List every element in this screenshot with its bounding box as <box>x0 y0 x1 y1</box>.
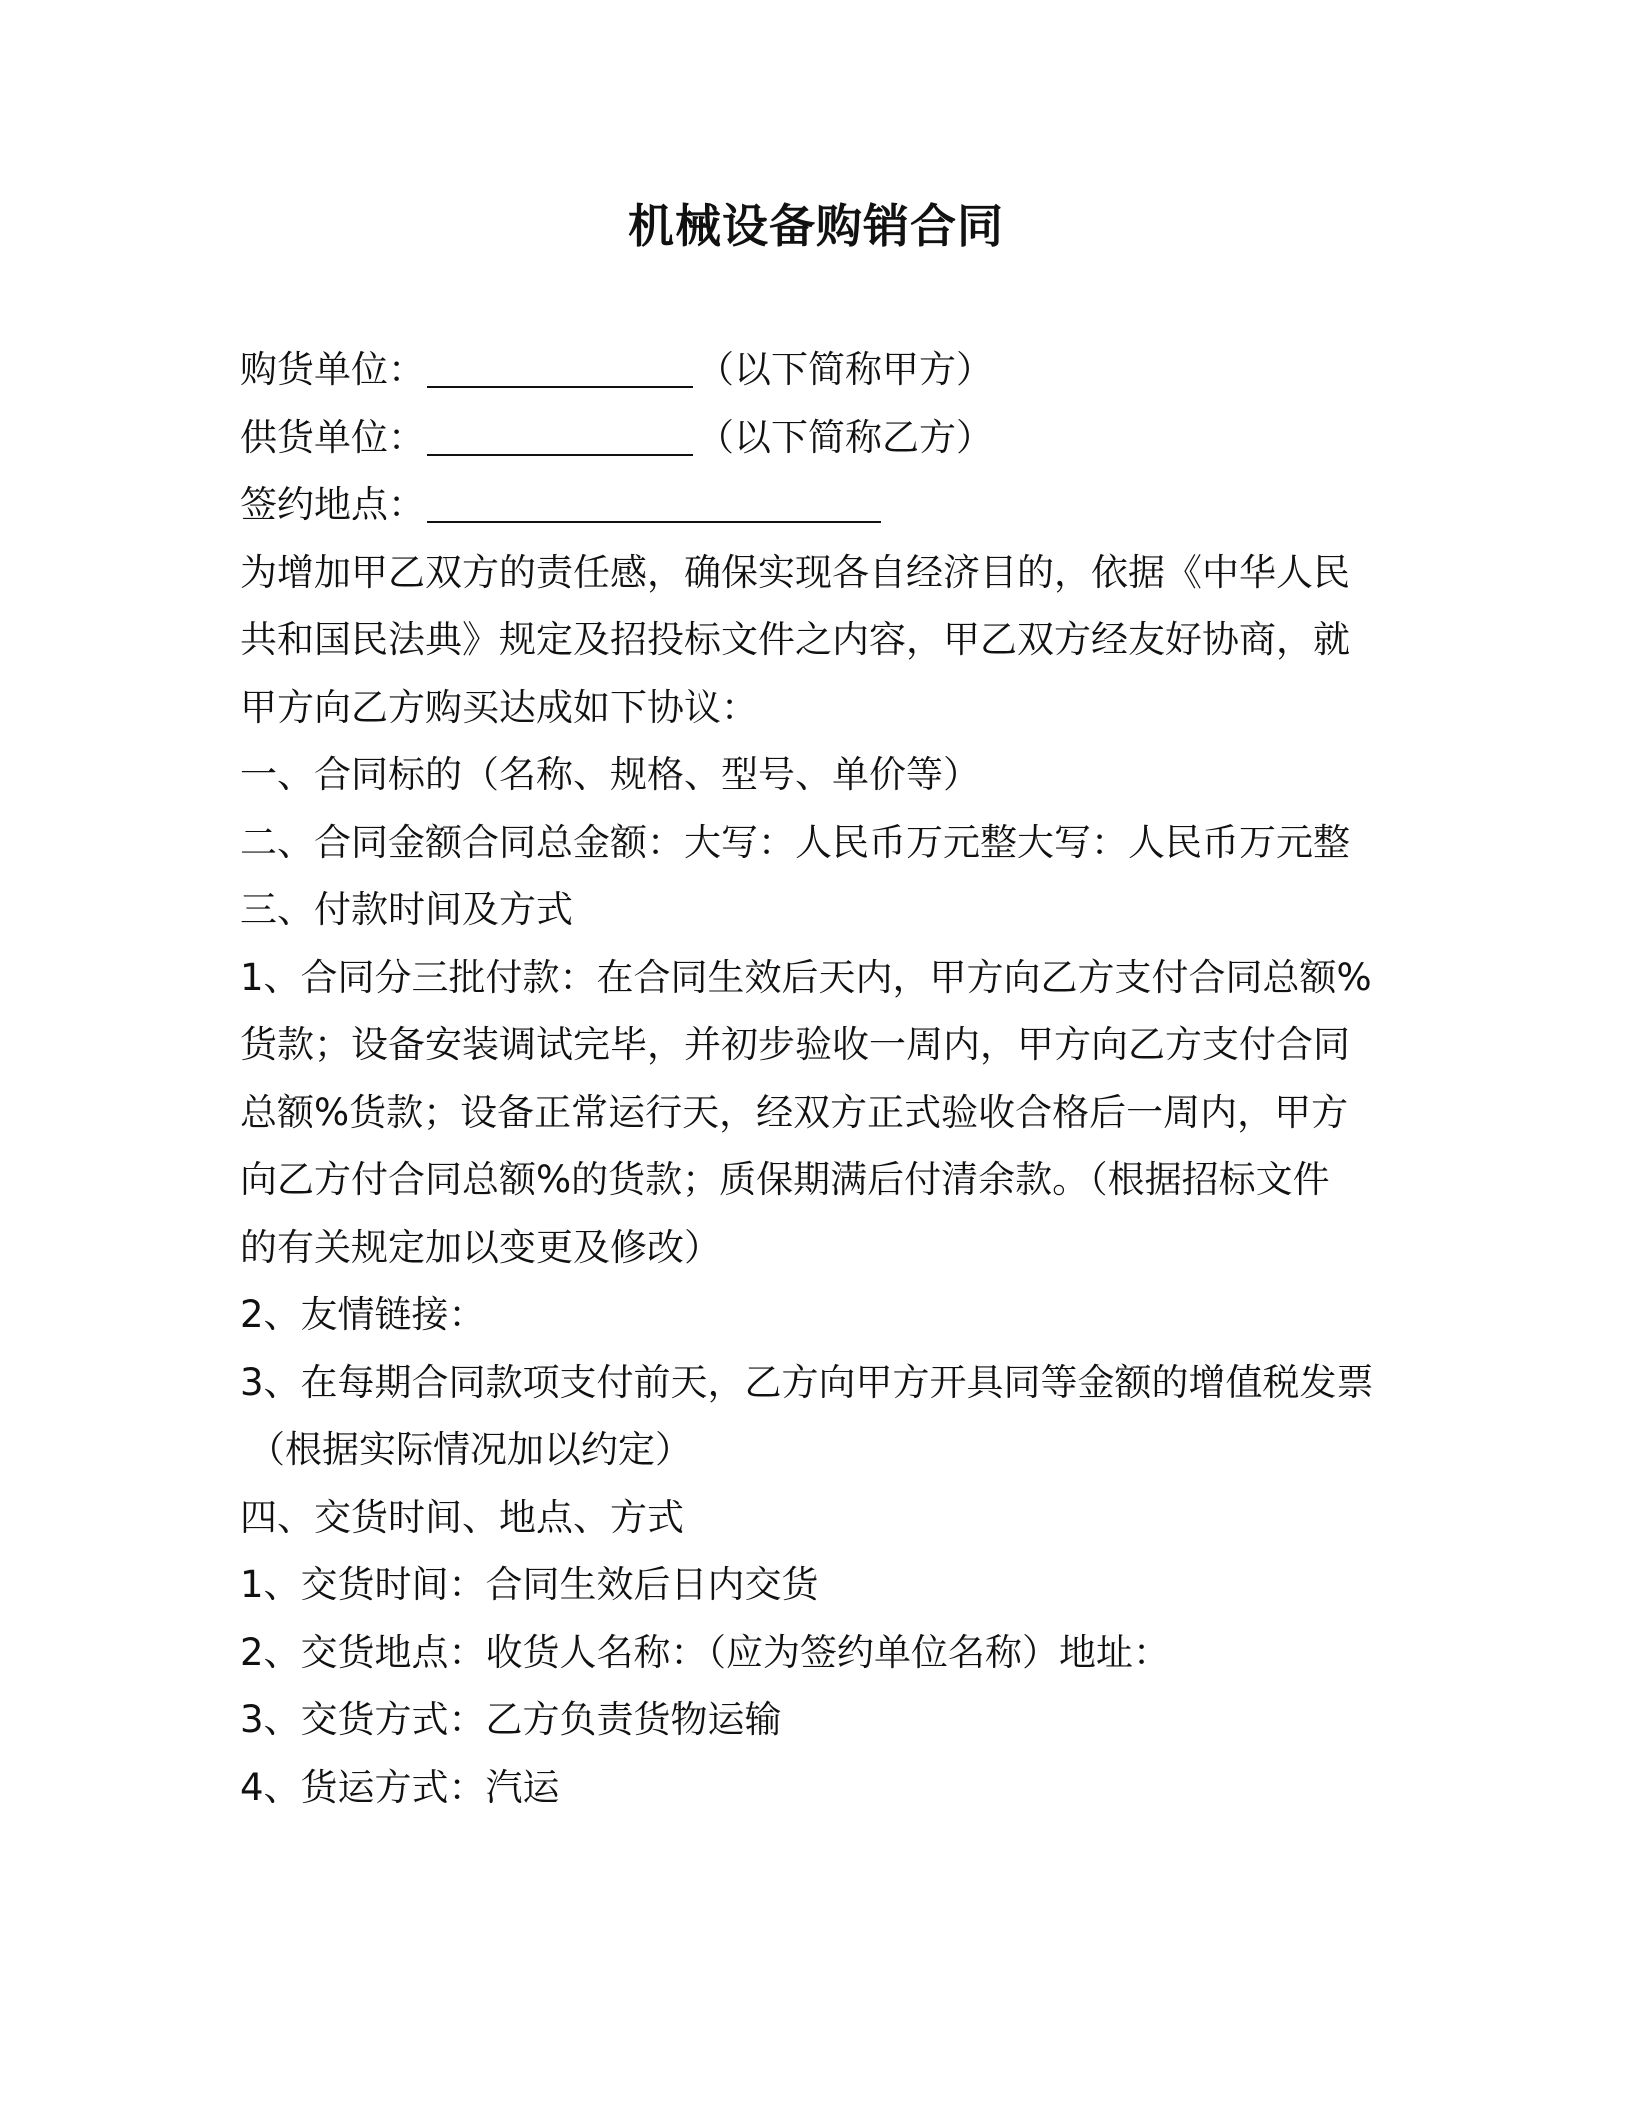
buyer-label: 购货单位： <box>240 348 425 391</box>
section-heading: 三、付款时间及方式 <box>240 888 573 931</box>
clause-line: 2、友情链接： <box>240 1293 486 1336</box>
place-label: 签约地点： <box>240 483 425 526</box>
section-heading: 二、合同金额合同总金额：大写：人民币万元整大写：人民币万元整 <box>240 820 1350 864</box>
buyer-line <box>240 336 1390 404</box>
seller-label: 供货单位： <box>240 415 425 459</box>
clause-line: 3、在每期合同款项支付前天，乙方向甲方开具同等金额的增值税发票 <box>240 1360 1374 1404</box>
clause-line: 总额%货款；设备正常运行天，经双方正式验收合格后一周内，甲方 <box>240 1090 1349 1134</box>
document-title: 机械设备购销合同 <box>628 199 1004 253</box>
seller-line <box>240 404 1390 472</box>
place-line <box>240 471 1390 539</box>
clause-line: 1、交货时间：合同生效后日内交货 <box>240 1563 819 1606</box>
clause-line: 1、合同分三批付款：在合同生效后天内，甲方向乙方支付合同总额% <box>240 955 1372 999</box>
section-heading: 一、合同标的（名称、规格、型号、单价等） <box>240 753 980 796</box>
seller-note: （以下简称乙方） <box>697 415 993 459</box>
buyer-note: （以下简称甲方） <box>697 348 993 391</box>
clause-line: 4、货运方式：汽运 <box>240 1765 560 1809</box>
paragraph-line: 为增加甲乙双方的责任感，确保实现各自经济目的，依据《中华人民 <box>240 550 1350 594</box>
clause-line: 向乙方付合同总额%的货款；质保期满后付清余款。（根据招标文件 <box>240 1158 1330 1201</box>
clause-line: （根据实际情况加以约定） <box>248 1428 692 1471</box>
paragraph-line: 共和国民法典》规定及招投标文件之内容，甲乙双方经友好协商，就 <box>240 618 1350 661</box>
clause-line: 3、交货方式：乙方负责货物运输 <box>240 1698 782 1741</box>
document-body <box>240 336 1390 1821</box>
section-heading: 四、交货时间、地点、方式 <box>240 1495 684 1539</box>
paragraph-line: 甲方向乙方购买达成如下协议： <box>240 685 758 729</box>
clause-line: 2、交货地点：收货人名称：（应为签约单位名称）地址： <box>240 1630 1171 1674</box>
buyer-blank-field <box>427 346 693 388</box>
place-blank-field <box>427 481 881 523</box>
seller-blank-field <box>427 414 693 456</box>
clause-line: 的有关规定加以变更及修改） <box>240 1225 721 1269</box>
clause-line: 货款；设备安装调试完毕，并初步验收一周内，甲方向乙方支付合同 <box>240 1023 1350 1066</box>
